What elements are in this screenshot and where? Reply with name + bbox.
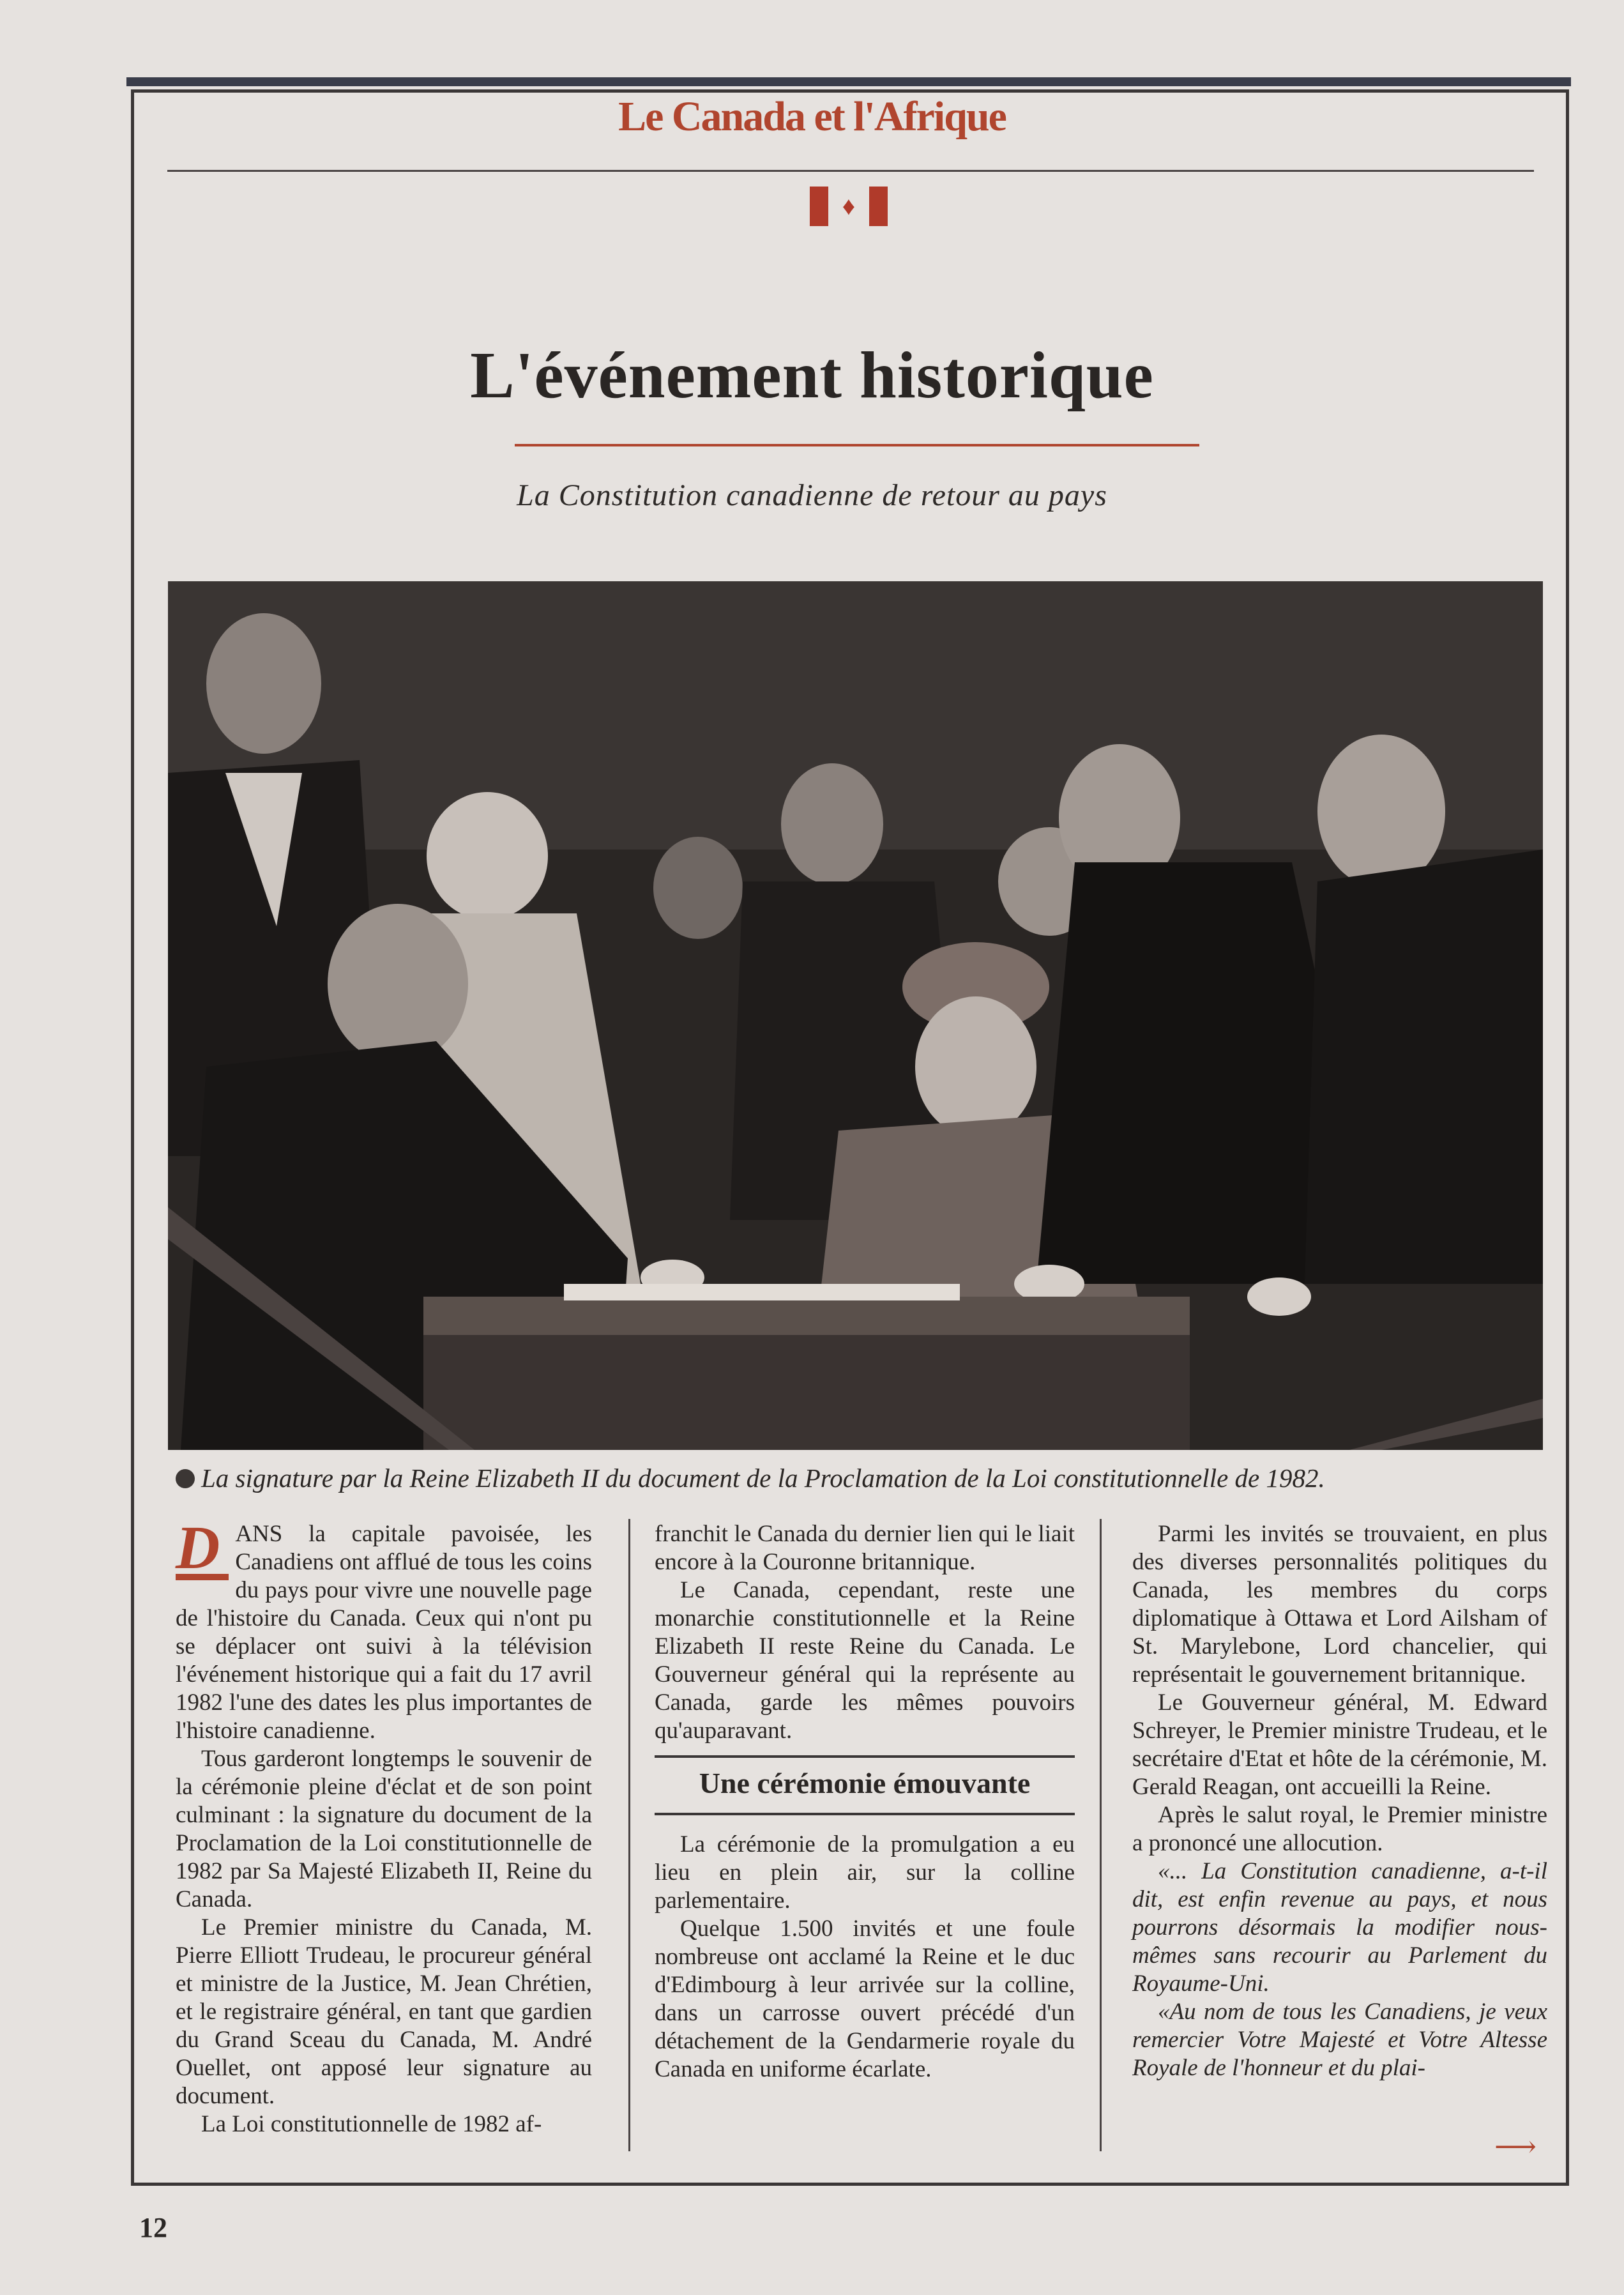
col3-para-2: Le Gouverneur général, M. Edward Schreyer, le Premier ministre Trudeau, et le secrétaire d'Etat et hôte de la cérémonie, M. Gerald Reagan, ont accueilli la Reine.: [1132, 1689, 1547, 1800]
col3-para-3: Après le salut royal, le Premier ministre a prononcé une allocution.: [1132, 1802, 1547, 1856]
col2-para-4: Quelque 1.500 invités et une foule nombreuse ont acclamé la Reine et le duc d'Edimbourg à leur arrivée sur la colline, dans un carrosse ouvert précédé d'un détachement de la Gendarmerie royale du Canada en uniforme écarlate.: [655, 1916, 1075, 2082]
arrow-right-icon: ⟶: [1494, 2130, 1537, 2163]
masthead-rule: [167, 170, 1534, 172]
col1-para-3: Le Premier ministre du Canada, M. Pierre Elliott Trudeau, le procureur général et ministre de la Justice, M. Jean Chrétien, et le registraire général, en tant que gardien du Grand Sceau du Canada, M. André Ouellet, ont apposé leur signature au document.: [176, 1914, 592, 2109]
col1-para-4: La Loi constitutionnelle de 1982 af-: [201, 2111, 542, 2137]
article-column-2: [655, 1520, 1075, 2084]
article-column-3: [1132, 1520, 1547, 2082]
col2-para-2: Le Canada, cependant, reste une monarchie constitutionnelle et la Reine Elizabeth II reste Reine du Canada. Le Gouverneur général qui la représente au Canada, garde les mêmes pouvoirs qu'auparavant.: [655, 1577, 1075, 1744]
col1-para-2: Tous garderont longtemps le souvenir de la cérémonie pleine d'éclat et de son point culminant : la signature du document de la Proclamation de la Loi constitutionnelle de 1982 par Sa Majesté Elizabeth II, Reine du Canada.: [176, 1746, 592, 1912]
masthead-title: Le Canada et l'Afrique: [618, 93, 1006, 140]
photo-caption: [176, 1463, 1542, 1493]
col3-quote-1: «... La Constitution canadienne, a-t-il dit, est enfin revenue au pays, et nous pourrons désormais la modifier nous-mêmes sans recourir au Parlement du Royaume-Uni.: [1132, 1858, 1547, 1997]
headline-rule: [515, 444, 1199, 446]
col2-para-3: La cérémonie de la promulgation a eu lieu en plein air, sur la colline parlementaire.: [655, 1831, 1075, 1914]
drop-cap: D: [176, 1521, 229, 1580]
column-divider-1: [628, 1519, 630, 2151]
caption-text: La signature par la Reine Elizabeth II du document de la Proclamation de la Loi constitutionnelle de 1982.: [201, 1463, 1325, 1493]
article-subtitle: La Constitution canadienne de retour au pays: [517, 478, 1107, 512]
col3-quote-2: «Au nom de tous les Canadiens, je veux remercier Votre Majesté et Votre Altesse Royale de l'honneur et du plai-: [1132, 1999, 1547, 2081]
col1-para-1-text: ANS la capitale pavoisée, les Canadiens ont afflué de tous les coins du pays pour vivre une nouvelle page de l'histoire du Canada. Ceux qui n'ont pu se déplacer ont suivi à la télévision l'événement historique qui a fait du 17 avril 1982 l'une des dates les plus importantes de l'histoire canadienne.: [176, 1521, 592, 1744]
section-subhead: Une cérémonie émouvante: [699, 1767, 1031, 1799]
column-divider-2: [1100, 1519, 1102, 2151]
signing-photo: [168, 581, 1543, 1450]
page-number: 12: [139, 2212, 167, 2243]
col1-para-1: [176, 1513, 592, 1745]
subhead-block: [655, 1755, 1075, 1815]
article-headline: L'événement historique: [470, 339, 1154, 412]
canada-flag-icon: ♦: [810, 187, 888, 226]
article-column-1: [176, 1513, 592, 2139]
bullet-icon: [176, 1469, 195, 1488]
col3-para-1: Parmi les invités se trouvaient, en plus des diverses personnalités politiques du Canada, les membres du corps diplomatique à Ottawa et Lord Ailsham of St. Marylebone, Lord chancelier, qui représentait le gouvernement britannique.: [1132, 1521, 1547, 1688]
col2-para-1: franchit le Canada du dernier lien qui le liait encore à la Couronne britannique.: [655, 1521, 1075, 1575]
top-color-bar: [126, 77, 1571, 86]
